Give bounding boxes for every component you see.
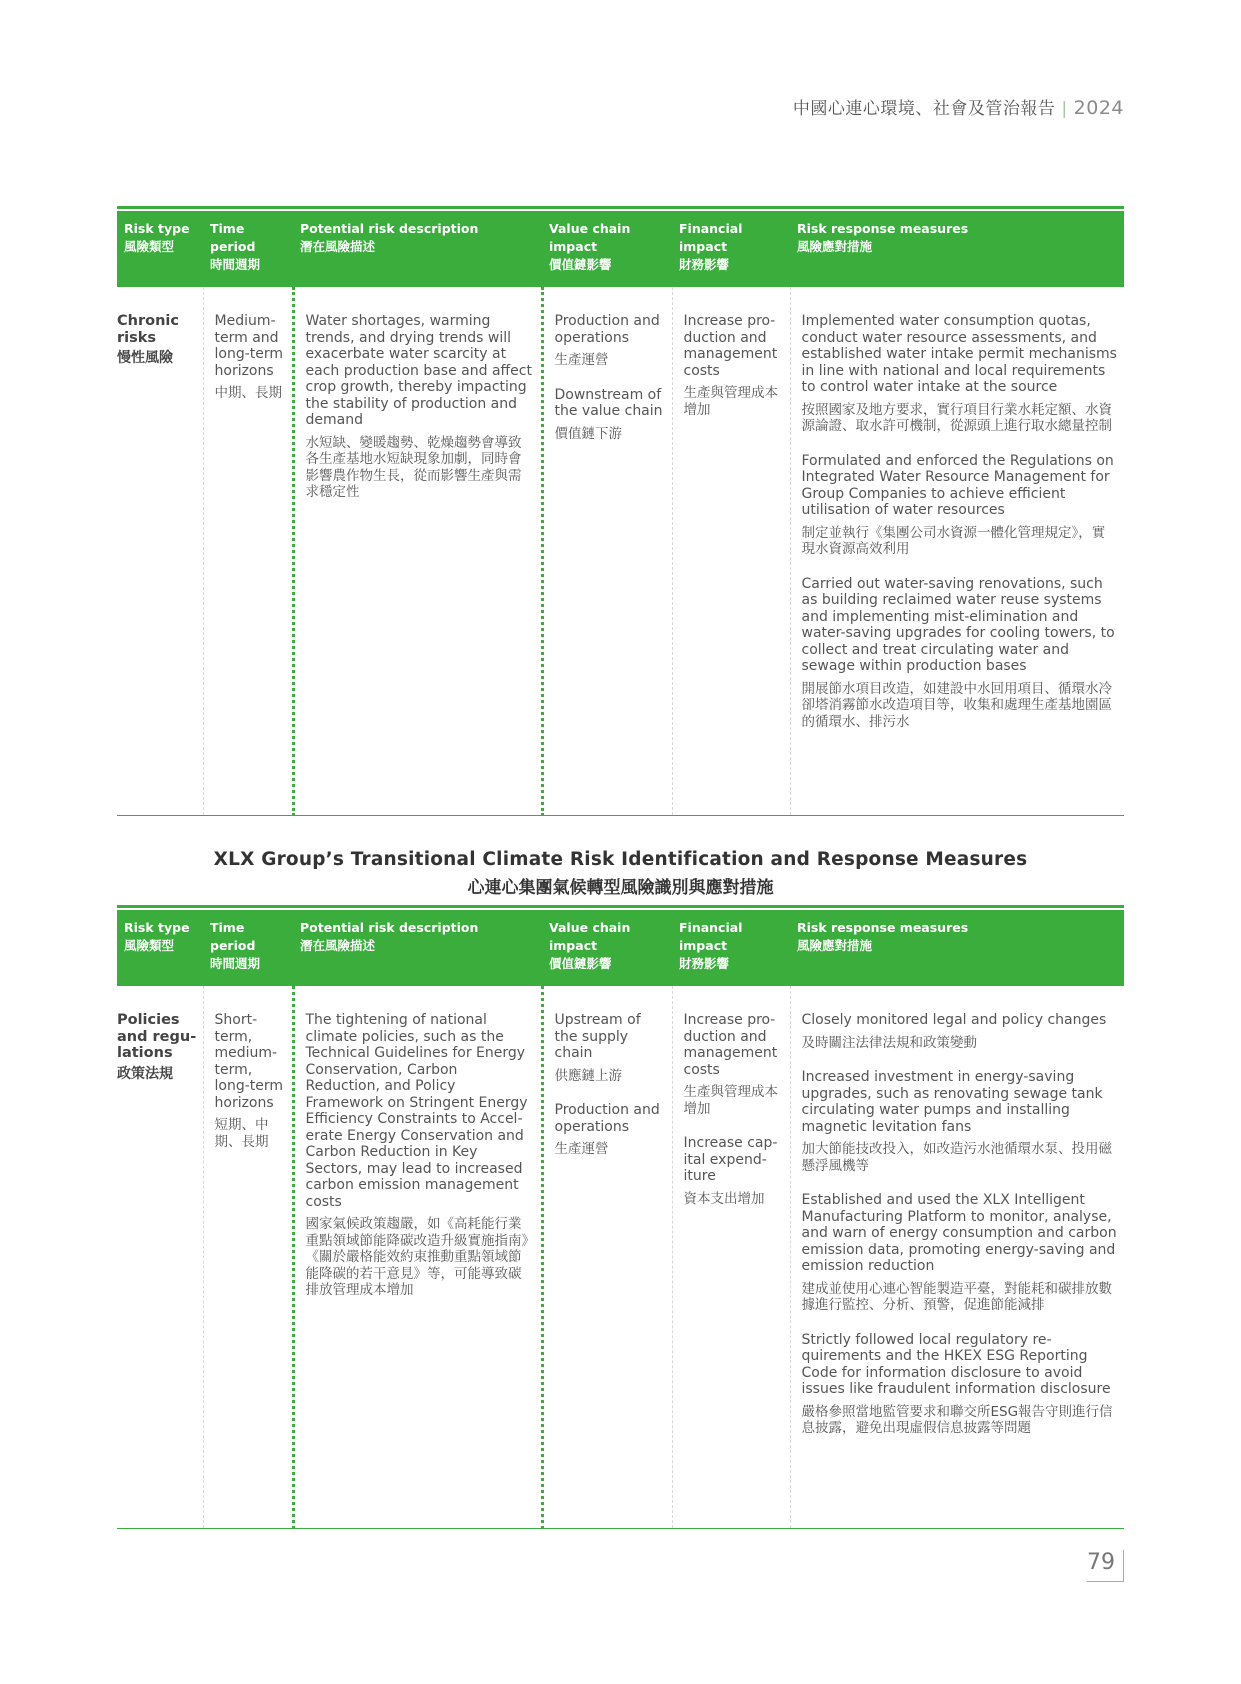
response-measures-cell: Closely monitored legal and policy changes 及時關注法律法規和政策變動 Increased investment in energy-saving upgrades, such as renovating sewage tank circulating water pumps and installing magnetic levitation fans 加大節能技改投入，如改造污水池循環水泵、投用磁懸浮風機等 Established and used the XLX Intelligent Manufacturing Platform to monitor, analyse, and warn of energy consumption and carbon emission data, promoting energy-saving and emission reduction 建成並使用心連心智能製造平臺，對能耗和碳排放數據進行監控、分析、預警，促進節能減排 Strictly followed local regulatory requirements and the HKEX ESG Reporting Code for information disclosure to avoid issues like fraudulent information disclosure 嚴格參照當地監管要求和聯交所ESG報告守則進行信息披露，避免出現虛假信息披露等問題 xyxy=(790,985,1124,1529)
report-year: 2024 xyxy=(1073,97,1124,119)
page-number: 79 xyxy=(1087,1550,1124,1582)
col-financial-impact: Financial impact 財務影響 xyxy=(672,907,790,985)
report-title: 中國心連心環境、社會及管治報告 xyxy=(792,99,1056,119)
section-title xyxy=(117,849,1124,898)
value-chain-cell: Upstream of the supply chain 供應鏈上游 Production and operations 生產運營 xyxy=(542,985,672,1529)
transition-risk-table xyxy=(117,905,1124,1529)
time-period-cell: Medium-term and long-term horizons 中期、長期 xyxy=(203,286,293,816)
col-risk-description: Potential risk description 潛在風險描述 xyxy=(293,208,542,286)
risk-description-cell: Water shortages, warming trends, and drying trends will exacerbate water scarcity at each production base and affect crop growth, thereby impacting the stability of production and demand 水短缺、變暖趨勢、乾燥趨勢會導致各生產基地水短缺現象加劇，同時會影響農作物生長，從而影響生產與需求穩定性 xyxy=(293,286,542,816)
financial-impact-cell: Increase production and management costs 生產與管理成本增加 Increase capital expenditure 資本支出增加 xyxy=(672,985,790,1529)
value-chain-cell: Production and operations 生產運營 Downstream of the value chain 價值鏈下游 xyxy=(542,286,672,816)
financial-impact-cell: Increase production and management costs 生產與管理成本增加 xyxy=(672,286,790,816)
report-header xyxy=(793,94,1124,119)
col-value-chain: Value chain impact 價值鏈影響 xyxy=(542,208,672,286)
table-header-row xyxy=(117,907,1124,985)
col-risk-type: Risk type 風險類型 xyxy=(117,907,203,985)
col-risk-type: Risk type 風險類型 xyxy=(117,208,203,286)
col-time-period: Time period 時間週期 xyxy=(203,907,293,985)
col-value-chain: Value chain impact 價值鏈影響 xyxy=(542,907,672,985)
col-response-measures: Risk response measures 風險應對措施 xyxy=(790,907,1124,985)
col-response-measures: Risk response measures 風險應對措施 xyxy=(790,208,1124,286)
response-measures-cell: Implemented water consumption quotas, conduct water resource assessments, and established water intake permit mechanisms in line with national and local requirements to control water intake at the source 按照國家及地方要求，實行項目行業水耗定額、水資源論證、取水許可機制，從源頭上進行取水總量控制 Formulated and enforced the Regulations on Integrated Water Resource Management for Group Companies to achieve efficient utilisation of water resources 制定並執行《集團公司水資源一體化管理規定》，實現水資源高效利用 Carried out water-saving renovations, such as building reclaimed water reuse systems and implementing mist-elimination and water-saving upgrades for cooling towers, to collect and treat circulating water and sewage within production bases 開展節水項目改造，如建設中水回用項目、循環水冷卻塔消霧節水改造項目等，收集和處理生產基地園區的循環水、排污水 xyxy=(790,286,1124,816)
table-row xyxy=(117,985,1124,1529)
risk-description-cell: The tightening of national climate policies, such as the Technical Guidelines for Energy Conservation, Carbon Reduction, and Policy Framework on Stringent Energy Efficiency Constraints to Accelerate Energy Conservation and Carbon Reduction in Key Sectors, may lead to increased carbon emission management costs 國家氣候政策趨嚴，如《高耗能行業重點領域節能降碳改造升級實施指南》《關於嚴格能效約束推動重點領域節能降碳的若干意見》等，可能導致碳排放管理成本增加 xyxy=(293,985,542,1529)
col-financial-impact: Financial impact 財務影響 xyxy=(672,208,790,286)
time-period-cell: Short-term, medium-term, long-term horizons 短期、中期、長期 xyxy=(203,985,293,1529)
header-separator: | xyxy=(1061,99,1068,119)
section-title-en: XLX Group’s Transitional Climate Risk Identification and Response Measures xyxy=(213,849,1028,870)
risk-type-cell: Chronic risks 慢性風險 xyxy=(117,313,179,366)
section-title-zh: 心連心集團氣候轉型風險識別與應對措施 xyxy=(467,878,774,898)
risk-type-cell: Policies and regulations 政策法規 xyxy=(117,1012,197,1082)
col-time-period: Time period 時間週期 xyxy=(203,208,293,286)
table-row xyxy=(117,286,1124,816)
chronic-risk-table xyxy=(117,206,1124,816)
table-header-row xyxy=(117,208,1124,286)
col-risk-description: Potential risk description 潛在風險描述 xyxy=(293,907,542,985)
